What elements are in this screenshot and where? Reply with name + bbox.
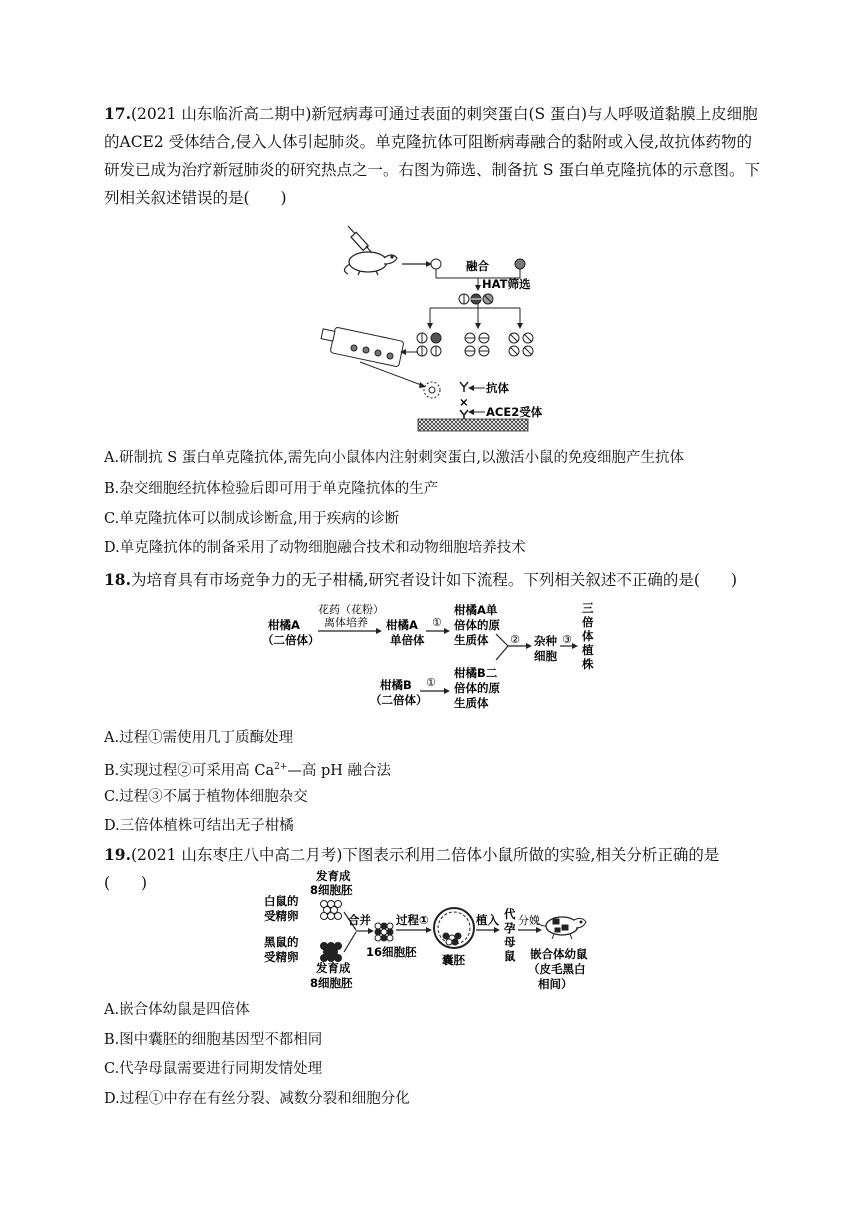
chimera-label-3: 相间） — [538, 977, 573, 991]
white-embryo-icon — [321, 901, 342, 920]
b-protoplast-3: 生质体 — [454, 696, 489, 710]
hybrid-cells-icon — [459, 294, 493, 304]
haploid-label-1: 柑橘A — [386, 618, 418, 632]
q19-option-d[interactable]: D.过程①中存在有丝分裂、减数分裂和细胞分化 — [104, 1091, 410, 1107]
bottom-develop-1: 发育成 — [316, 961, 351, 975]
implant-label: 植入 — [476, 913, 499, 927]
citrus-a-label: 柑橘A — [268, 618, 300, 632]
pollen-label: 花药（花粉） — [318, 603, 384, 616]
q18-option-b-sup: 2+ — [274, 762, 288, 772]
a-protoplast-1: 柑橘A单 — [454, 603, 498, 617]
citrus-b-label: 柑橘B — [380, 678, 412, 692]
hat-label: HAT筛选 — [482, 277, 531, 291]
q18-stem — [104, 566, 764, 594]
antibody-icon — [460, 382, 468, 392]
sixteen-cell-embryo-icon — [375, 923, 393, 941]
triploid-char-5: 株 — [582, 657, 594, 671]
q18-option-a[interactable]: A.过程①需使用几丁质酶处理 — [104, 730, 294, 746]
receptor-icon — [460, 410, 468, 419]
a-protoplast-2: 倍体的原 — [454, 618, 500, 632]
antibody-label: 抗体 — [486, 381, 509, 395]
fusion-label: 融合 — [466, 259, 489, 273]
step-1-top: ① — [432, 616, 442, 629]
cell-membrane — [418, 419, 528, 431]
cross-mark: × — [459, 395, 469, 409]
clone-group-icon — [417, 333, 533, 356]
virus-icon — [424, 382, 440, 398]
q18-option-b[interactable] — [104, 756, 391, 782]
sixteen-cell-label: 16细胞胚 — [366, 945, 417, 959]
step-3: ③ — [562, 633, 572, 646]
process-1-label: 过程① — [396, 913, 429, 927]
blastocyst-label: 囊胚 — [442, 953, 465, 967]
chimera-label-2: （皮毛黑白 — [528, 962, 586, 976]
top-develop-1: 发育成 — [316, 869, 351, 883]
citrus-b-ploidy: （二倍体） — [370, 693, 428, 707]
surrogate-char-4: 鼠 — [504, 949, 516, 963]
q17-stem-text: (2021 山东临沂高二期中)新冠病毒可通过表面的刺突蛋白(S 蛋白)与人呼吸道黏膜上皮细胞的ACE2 受体结合,侵入人体引起肺炎。单克隆抗体可阻断病毒融合的黏附或入侵,故抗体药物的研发已成为治疗新冠肺炎的研究热点之一。右图为筛选、制备抗 S 蛋白单克隆抗体的示意图。下列相关叙述错误的是( ) — [104, 105, 760, 207]
white-egg-1: 白鼠的 — [264, 894, 299, 908]
merge-label: 合并 — [348, 913, 371, 927]
culture-bottle-icon — [321, 327, 404, 367]
surrogate-char-3: 母 — [504, 935, 516, 949]
step-2: ② — [510, 633, 520, 646]
q17-figure — [320, 222, 560, 438]
q17-option-b[interactable]: B.杂交细胞经抗体检验后即可用于单克隆抗体的生产 — [104, 481, 439, 497]
chimera-mouse-icon — [536, 917, 586, 939]
q19-stem-text: (2021 山东枣庄八中高二月考)下图表示利用二倍体小鼠所做的实验,相关分析正确的是 ( ) — [104, 846, 735, 892]
surrogate-char-1: 代 — [504, 907, 516, 921]
hybrid-cell-2: 细胞 — [534, 649, 557, 663]
q19-option-c[interactable]: C.代孕母鼠需要进行同期发情处理 — [104, 1061, 323, 1077]
triploid-char-1: 三 — [582, 601, 594, 615]
birth-label: 分娩 — [518, 914, 540, 927]
q18-number: 18. — [104, 570, 131, 589]
haploid-label-2: 单倍体 — [390, 633, 425, 647]
black-embryo-icon — [321, 943, 342, 962]
q18-option-d[interactable]: D.三倍体植株可结出无子柑橘 — [104, 818, 294, 834]
culture-label: 离体培养 — [324, 616, 368, 629]
q19-option-a[interactable]: A.嵌合体幼鼠是四倍体 — [104, 1002, 250, 1018]
triploid-char-4: 植 — [582, 643, 594, 657]
white-egg-2: 受精卵 — [264, 909, 299, 923]
triploid-char-2: 倍 — [582, 615, 594, 629]
myeloma-cell-icon — [515, 259, 525, 269]
q18-option-b-pre: B.实现过程②可采用高 Ca — [104, 762, 275, 779]
q18-stem-text: 为培育具有市场竞争力的无子柑橘,研究者设计如下流程。下列相关叙述不正确的是( ) — [130, 571, 737, 589]
q18-option-b-post: —高 pH 融合法 — [287, 762, 392, 779]
q17-option-d[interactable]: D.单克隆抗体的制备采用了动物细胞融合技术和动物细胞培养技术 — [104, 540, 526, 556]
bottom-develop-2: 8细胞胚 — [310, 976, 353, 990]
mouse-icon — [344, 252, 397, 275]
blastocyst-icon — [434, 908, 474, 948]
b-cell-icon — [431, 259, 441, 269]
hybrid-cell-1: 杂种 — [534, 634, 557, 648]
black-egg-1: 黑鼠的 — [264, 935, 299, 949]
q17-option-a[interactable]: A.研制抗 S 蛋白单克隆抗体,需先向小鼠体内注射刺突蛋白,以激活小鼠的免疫细胞产生抗体 — [104, 450, 684, 466]
receptor-label: ACE2受体 — [486, 405, 543, 419]
q18-flowchart — [262, 598, 612, 720]
surrogate-char-2: 孕 — [504, 921, 516, 935]
step-1-bottom: ① — [426, 676, 436, 689]
q19-option-b[interactable]: B.图中囊胚的细胞基因型不都相同 — [104, 1032, 323, 1048]
q17-stem — [104, 100, 764, 212]
chimera-label-1: 嵌合体幼鼠 — [530, 947, 588, 961]
q17-number: 17. — [104, 104, 131, 123]
q17-option-c[interactable]: C.单克隆抗体可以制成诊断盒,用于疾病的诊断 — [104, 511, 400, 527]
b-protoplast-1: 柑橘B二 — [454, 666, 498, 680]
top-develop-2: 8细胞胚 — [310, 883, 353, 897]
a-protoplast-3: 生质体 — [454, 633, 489, 647]
q19-number: 19. — [104, 845, 131, 864]
q18-option-c[interactable]: C.过程③不属于植物体细胞杂交 — [104, 789, 308, 805]
syringe-icon — [348, 226, 372, 253]
q19-figure — [262, 868, 602, 992]
black-egg-2: 受精卵 — [264, 950, 299, 964]
citrus-a-ploidy: （二倍体） — [262, 633, 320, 647]
b-protoplast-2: 倍体的原 — [454, 681, 500, 695]
triploid-char-3: 体 — [582, 629, 594, 643]
